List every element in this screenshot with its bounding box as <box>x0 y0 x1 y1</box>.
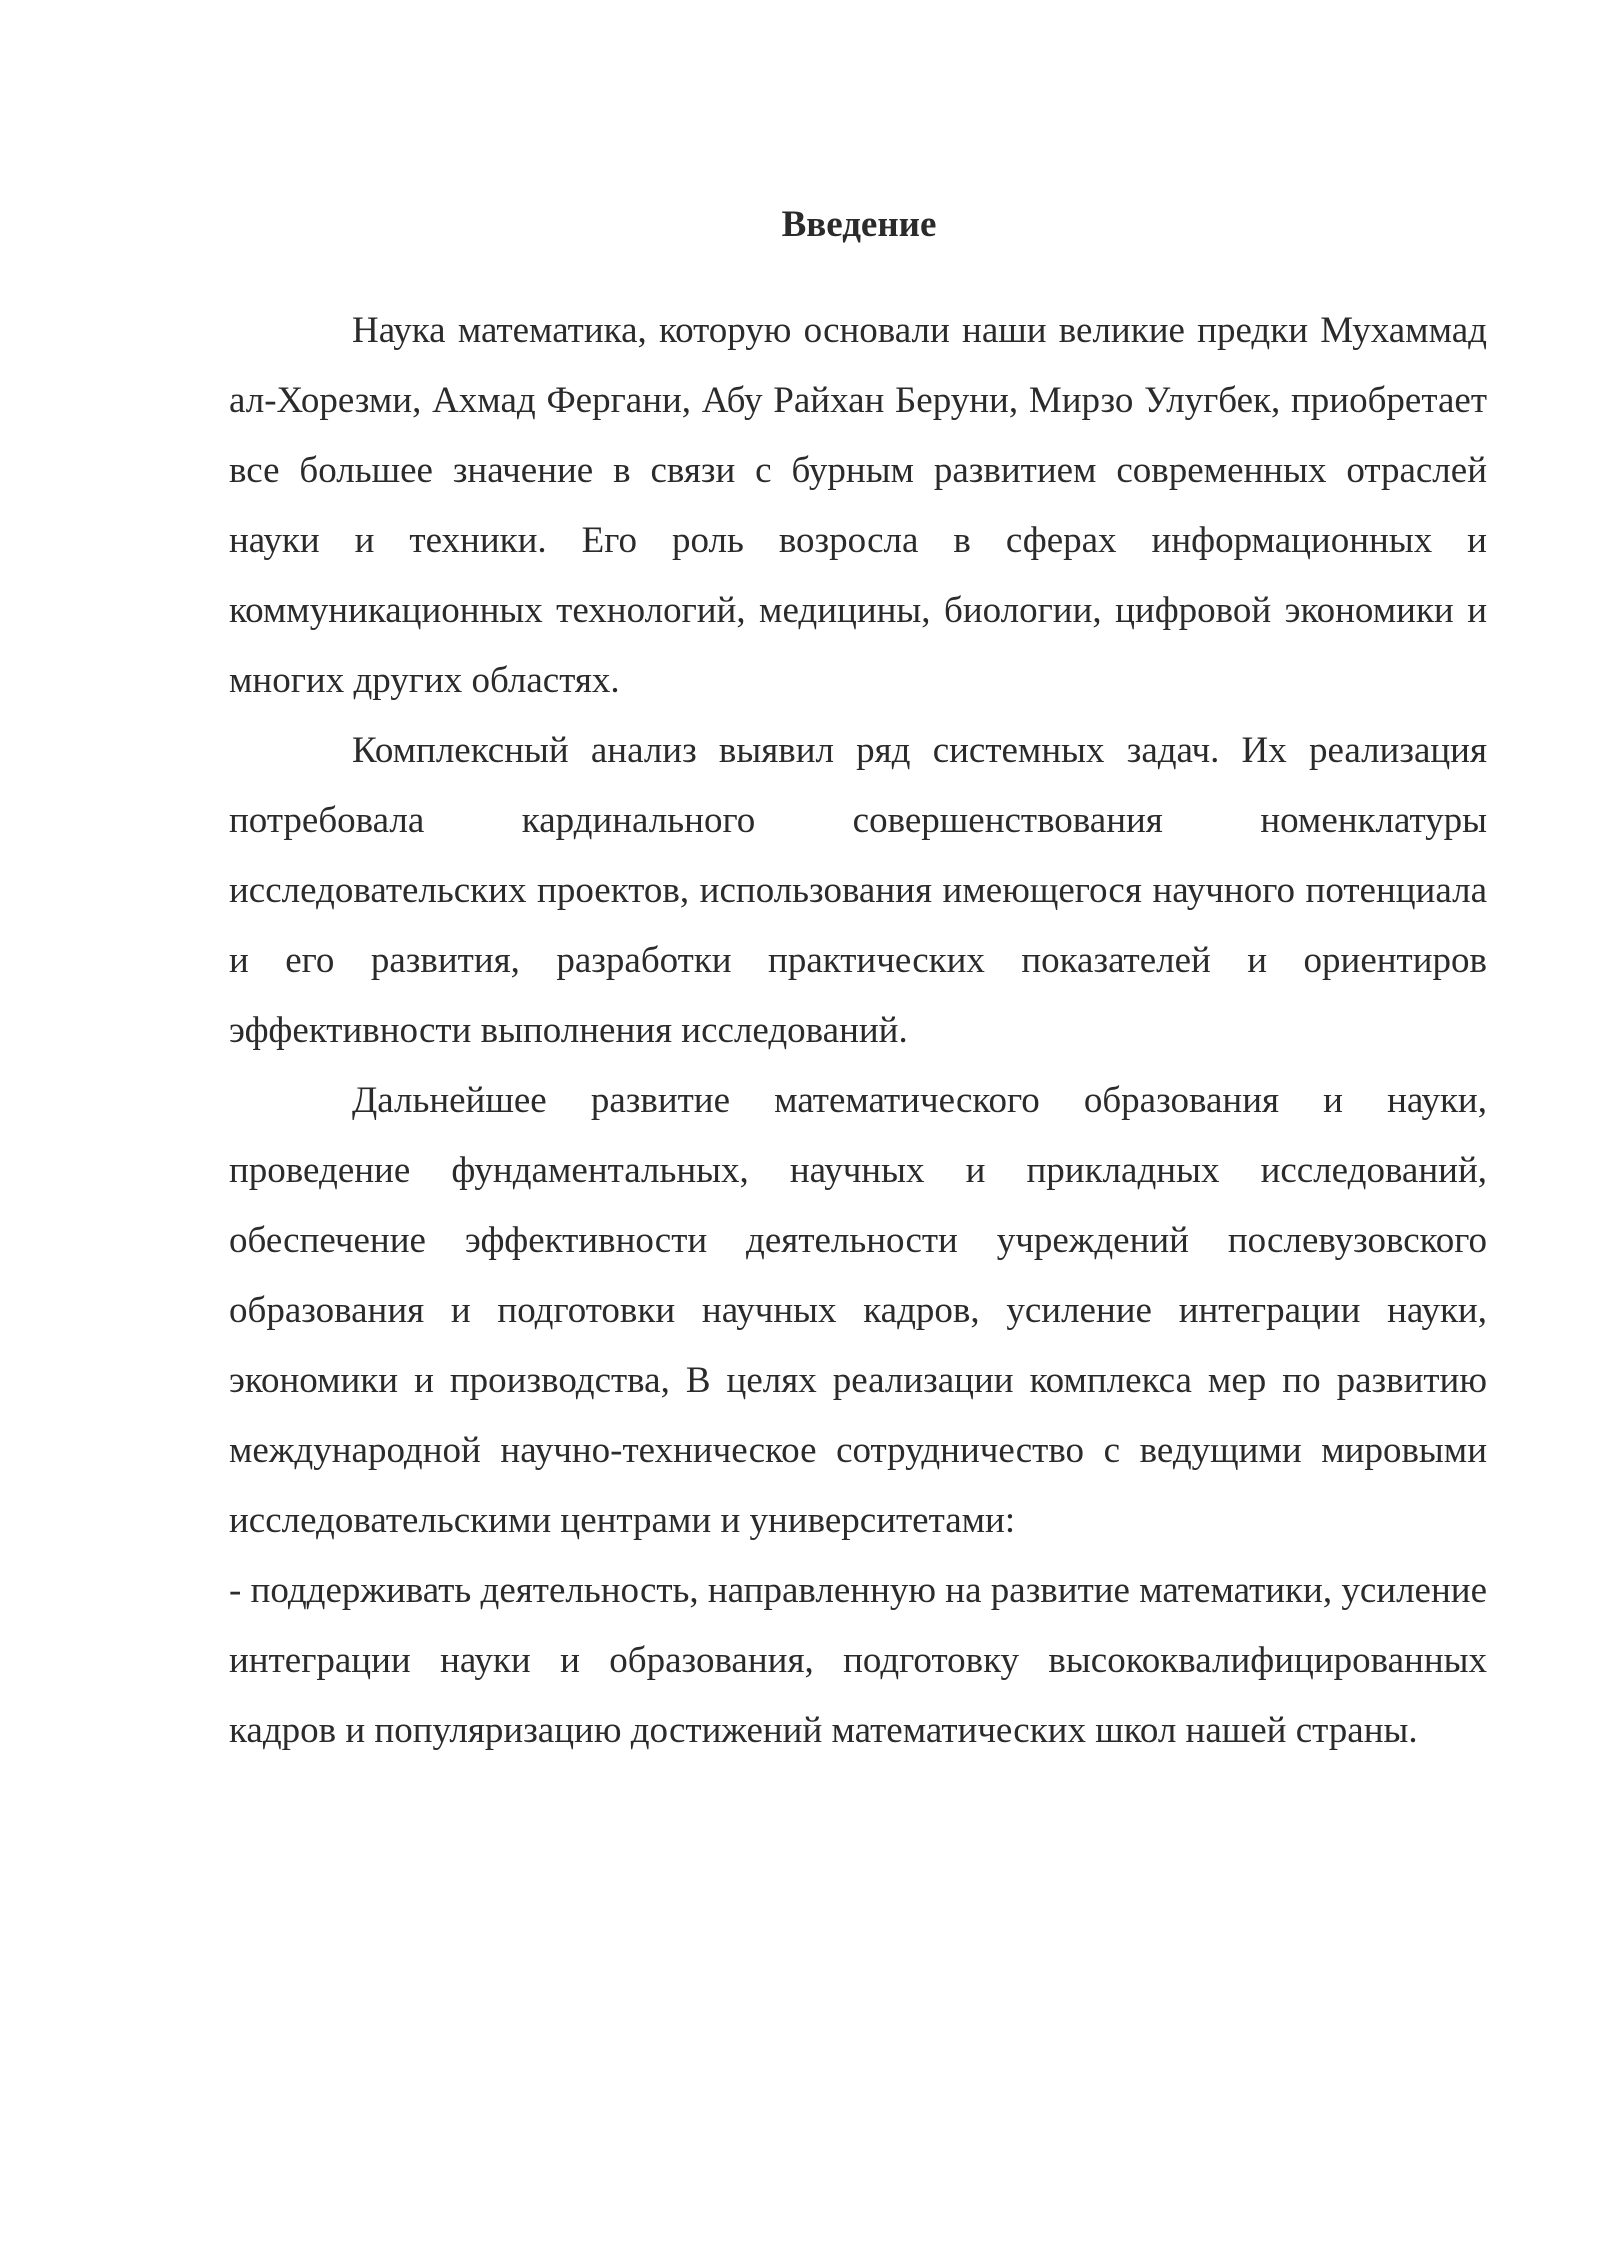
document-body <box>229 190 1487 1766</box>
paragraph-3: Дальнейшее развитие математического образования и науки, проведение фундаментальных, научных и прикладных исследований, обеспечение эффективности деятельности учреждений послевузовского образования и подготовки научных кадров, усиление интеграции науки, экономики и производства, В целях реализации комплекса мер по развитию международной научно-техническое сотрудничество с ведущими мировыми исследовательскими центрами и университетами: <box>229 1080 1487 1541</box>
paragraph-2: Комплексный анализ выявил ряд системных задач. Их реализация потребовала кардинального совершенствования номенклатуры исследовательских проектов, использования имеющегося научного потенциала и его развития, разработки практических показателей и ориентиров эффективности выполнения исследований. <box>229 730 1487 1051</box>
paragraph-1: Наука математика, которую основали наши великие предки Мухаммад ал-Хорезми, Ахмад Фергани, Абу Райхан Беруни, Мирзо Улугбек, приобретает все большее значение в связи с бурным развитием современных отраслей науки и техники. Его роль возросла в сферах информационных и коммуникационных технологий, медицины, биологии, цифровой экономики и многих других областях. <box>229 310 1487 701</box>
list-item: - поддерживать деятельность, направленную на развитие математики, усиление интеграции науки и образования, подготовку высококвалифицированных кадров и популяризацию достижений математических школ нашей страны. <box>229 1570 1487 1751</box>
document-title: Введение <box>781 204 937 245</box>
